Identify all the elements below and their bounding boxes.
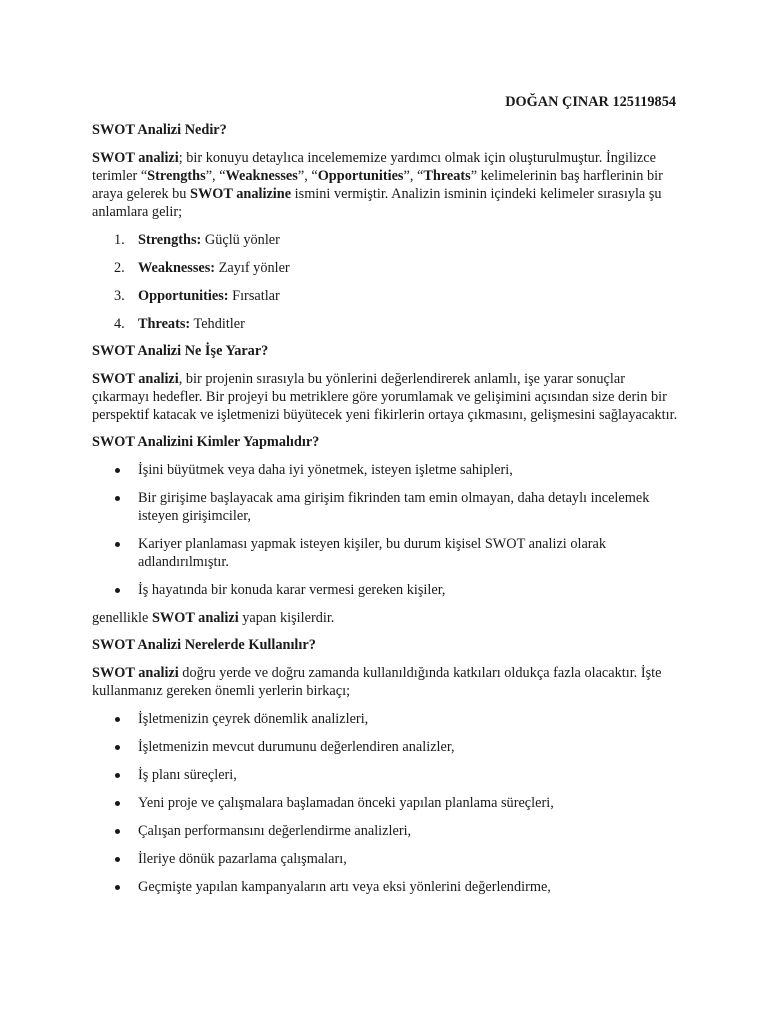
list-item <box>92 231 678 249</box>
list-item <box>92 878 678 896</box>
list-text: Bir girişime başlayacak ama girişim fikrinden tam emin olmayan, daha detaylı incelemek isteyen girişimciler, <box>138 490 650 524</box>
list-term: Opportunities: <box>138 288 229 304</box>
term-swot-analizi: SWOT analizi <box>151 610 239 626</box>
heading-swot-nerelerde: SWOT Analizi Nerelerde Kullanılır? <box>92 637 316 653</box>
list-term: Strengths: <box>138 232 202 248</box>
text-span: ismini vermiştir. Analizin isminin içindeki kelimeler sırasıyla şu anlamlara gelir; <box>92 186 662 220</box>
text-span: ” kelimelerinin baş harflerinin bir araya gelerek bu <box>92 168 663 202</box>
heading-swot-nedir: SWOT Analizi Nedir? <box>92 122 227 138</box>
list-term: Weaknesses: <box>138 260 216 276</box>
list-item <box>92 489 678 525</box>
bullet-icon <box>115 496 120 501</box>
bullet-icon <box>115 717 120 722</box>
list-text: İş hayatında bir konuda karar vermesi gereken kişiler, <box>138 582 446 598</box>
text-span: ”, “ <box>403 168 424 184</box>
list-item <box>92 259 678 277</box>
bullet-icon <box>115 829 120 834</box>
list-item <box>92 738 678 756</box>
list-text: İşletmenizin mevcut durumunu değerlendiren analizler, <box>138 739 455 755</box>
list-text: Çalışan performansını değerlendirme analizleri, <box>138 823 412 839</box>
list-text: İş planı süreçleri, <box>138 767 237 783</box>
text-span: ”, “ <box>297 168 318 184</box>
list-number: 1. <box>114 232 125 248</box>
list-item <box>92 287 678 305</box>
list-item <box>92 581 678 599</box>
author-line: DOĞAN ÇINAR 125119854 <box>505 94 676 110</box>
term-weaknesses: Weaknesses <box>225 168 298 184</box>
list-text: İşini büyütmek veya daha iyi yönetmek, isteyen işletme sahipleri, <box>138 462 513 478</box>
list-desc: Güçlü yönler <box>201 232 280 248</box>
term-swot-analizi: SWOT analizi <box>92 371 179 387</box>
list-item <box>92 535 678 571</box>
text-span: ; bir konuyu detaylıca incelememize yardımcı olmak için oluşturulmuştur. İngilizce terimler “ <box>92 150 656 184</box>
where-bullet-list <box>92 710 678 896</box>
text-span: doğru yerde ve doğru zamanda kullanıldığında katkıları oldukça fazla olacaktır. İşte kullanmanız gereken önemli yerlerin birkaçı; <box>92 665 662 699</box>
list-item <box>92 766 678 784</box>
list-desc: Tehditler <box>190 316 245 332</box>
heading-swot-kimler: SWOT Analizini Kimler Yapmalıdır? <box>92 434 320 450</box>
list-text: İleriye dönük pazarlama çalışmaları, <box>138 851 347 867</box>
term-opportunities: Opportunities <box>317 168 404 184</box>
bullet-icon <box>115 745 120 750</box>
list-item <box>92 710 678 728</box>
bullet-icon <box>115 588 120 593</box>
document-body <box>92 122 678 906</box>
list-text: Kariyer planlaması yapmak isteyen kişiler, bu durum kişisel SWOT analizi olarak adlandırılmıştır. <box>138 536 607 570</box>
term-swot-analizi: SWOT analizi <box>92 150 179 166</box>
list-item <box>92 850 678 868</box>
list-number: 2. <box>114 260 125 276</box>
paragraph-where-intro <box>92 664 678 700</box>
text-span: yapan kişilerdir. <box>238 610 335 626</box>
paragraph-swot-purpose <box>92 370 678 424</box>
bullet-icon <box>115 773 120 778</box>
list-item <box>92 822 678 840</box>
term-threats: Threats <box>423 168 471 184</box>
list-term: Threats: <box>138 316 191 332</box>
list-text: Yeni proje ve çalışmalara başlamadan önceki yapılan planlama süreçleri, <box>138 795 554 811</box>
list-text: İşletmenizin çeyrek dönemlik analizleri, <box>138 711 369 727</box>
text-span: genellikle <box>92 610 152 626</box>
who-bullet-list <box>92 461 678 599</box>
paragraph-who-closing <box>92 609 678 627</box>
swot-numbered-list <box>92 231 678 333</box>
heading-swot-ne-ise-yarar: SWOT Analizi Ne İşe Yarar? <box>92 343 269 359</box>
bullet-icon <box>115 885 120 890</box>
list-item <box>92 461 678 479</box>
list-item <box>92 315 678 333</box>
term-swot-analizine: SWOT analizine <box>190 186 292 202</box>
text-span: ”, “ <box>205 168 226 184</box>
term-swot-analizi: SWOT analizi <box>92 665 179 681</box>
list-number: 3. <box>114 288 125 304</box>
term-strengths: Strengths <box>147 168 206 184</box>
bullet-icon <box>115 542 120 547</box>
bullet-icon <box>115 468 120 473</box>
paragraph-swot-definition <box>92 149 678 221</box>
bullet-icon <box>115 801 120 806</box>
list-desc: Zayıf yönler <box>215 260 290 276</box>
bullet-icon <box>115 857 120 862</box>
text-span: , bir projenin sırasıyla bu yönlerini değerlendirerek anlamlı, işe yarar sonuçlar çıkarmayı hedefler. Bir projeyi bu metriklere göre yorumlamak ve gelişimini açısından size derin bir perspektif katacak ve işletmenizi büyütecek yeni fikirlerin ortaya çıkmasını, gelişmesini sağlayacaktır. <box>92 371 678 423</box>
list-text: Geçmişte yapılan kampanyaların artı veya eksi yönlerini değerlendirme, <box>138 879 551 895</box>
list-item <box>92 794 678 812</box>
list-desc: Fırsatlar <box>228 288 280 304</box>
list-number: 4. <box>114 316 125 332</box>
